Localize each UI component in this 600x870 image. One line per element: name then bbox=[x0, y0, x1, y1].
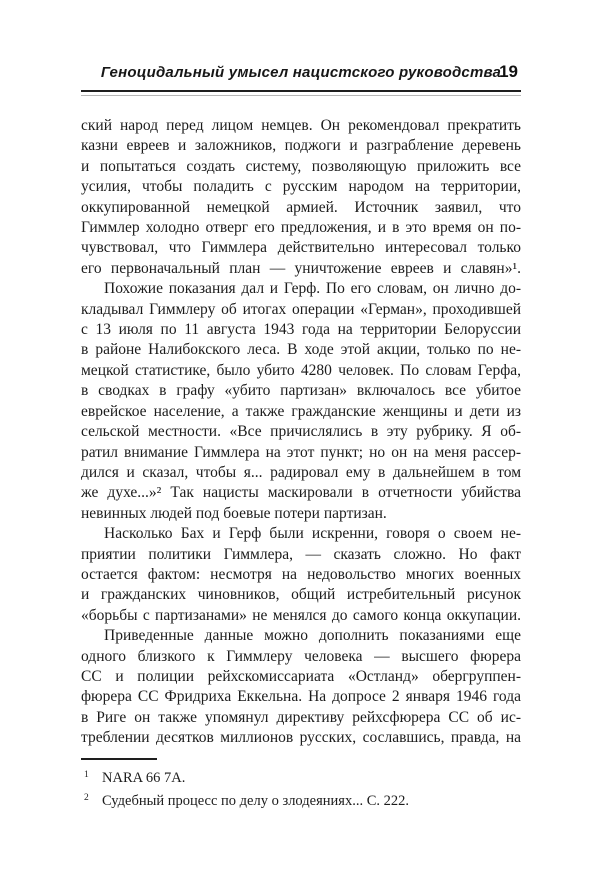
running-title: Геноцидальный умысел нацистского руководства bbox=[100, 64, 502, 81]
body-text bbox=[81, 116, 521, 749]
text-line: мецкой статистике, было убито 4280 человек. По словам Герфа, bbox=[81, 361, 521, 379]
text-line: фюрера СС Фридриха Еккельна. На допросе 2 января 1946 года bbox=[81, 688, 521, 706]
text-line: Насколько Бах и Герф были искренни, говоря о своем не- bbox=[104, 525, 521, 543]
text-line: кладывал Гиммлеру об итогах операции «Герман», проходившей bbox=[81, 300, 521, 318]
text-line: казни евреев и заложников, поджоги и разграбление деревень bbox=[81, 137, 521, 155]
text-block bbox=[81, 64, 521, 812]
footnotes-list bbox=[81, 765, 521, 812]
text-line: и попытаться создать систему, позволяющую приложить все bbox=[81, 157, 521, 175]
footnote-text: Судебный процесс по делу о злодеяниях... С. 222. bbox=[102, 793, 409, 810]
text-line: с 13 июля по 11 августа 1943 года на территории Белоруссии bbox=[81, 321, 521, 339]
text-line: же духе...»² Так нацисты маскировали в отчетности убийства bbox=[81, 484, 521, 502]
text-line: ский народ перед лицом немцев. Он рекомендовал прекратить bbox=[81, 117, 521, 134]
footnote-separator bbox=[81, 758, 157, 760]
footnote-text: NARA 66 7A. bbox=[102, 769, 186, 786]
text-line: чувствовал, что Гиммлера действительно интересовал только bbox=[81, 239, 521, 257]
page-header bbox=[81, 64, 521, 86]
text-line: в районе Налибокского леса. В ходе этой акции, только по не- bbox=[81, 341, 521, 359]
text-line: одного близкого к Гиммлеру человека — высшего фюрера bbox=[81, 647, 521, 665]
footnote-marker: 1 bbox=[84, 769, 89, 780]
text-line: Приведенные данные можно дополнить показаниями еще bbox=[104, 627, 521, 645]
text-line: дился и сказал, чтобы я... радировал ему в дальнейшем в том bbox=[81, 463, 521, 481]
text-line: невинных людей под боевые потери партизан. bbox=[81, 504, 387, 522]
text-line: сельской местности. «Все причислялись в эту рубрику. Я об- bbox=[81, 423, 521, 441]
header-rule bbox=[81, 90, 521, 96]
text-line: и гражданских чиновников, общий истребительный рисунок bbox=[81, 586, 521, 604]
text-line: оккупированной немецкой армией. Источник заявил, что bbox=[81, 198, 521, 216]
text-line: усилия, чтобы поладить с русским народом на территории, bbox=[81, 178, 521, 196]
footnote-marker: 2 bbox=[84, 793, 89, 804]
footnote-item bbox=[81, 788, 521, 812]
page-number: 19 bbox=[499, 62, 518, 81]
text-line: треблении десятков миллионов русских, сославшись, правда, на bbox=[81, 729, 521, 747]
text-line: в Риге он также упомянул директиву рейхсфюрера СС об ис- bbox=[81, 708, 521, 726]
text-line: ратил внимание Гиммлера на этот пункт; но он на меня рассер- bbox=[81, 443, 521, 461]
text-line: еврейское население, а также гражданские женщины и дети из bbox=[81, 402, 521, 420]
text-line: приятии политики Гиммлера, — сказать сложно. Но факт bbox=[81, 545, 521, 563]
text-line: остается фактом: несмотря на недовольство многих военных bbox=[81, 565, 521, 583]
footnote-item bbox=[81, 765, 521, 789]
text-line: «борьбы с партизанами» не менялся до самого конца оккупации. bbox=[81, 606, 521, 624]
text-line: его первоначальный план — уничтожение евреев и славян»¹. bbox=[81, 259, 521, 277]
text-line: Похожие показания дал и Герф. По его словам, он лично до- bbox=[104, 280, 521, 298]
text-line: в сводках в графу «убито партизан» включалось все убитое bbox=[81, 382, 521, 400]
text-line: Гиммлер холодно отверг его предложения, и в это время он по- bbox=[81, 219, 521, 237]
text-line: СС и полиции рейхскомиссариата «Остланд» обергруппен- bbox=[81, 667, 521, 685]
